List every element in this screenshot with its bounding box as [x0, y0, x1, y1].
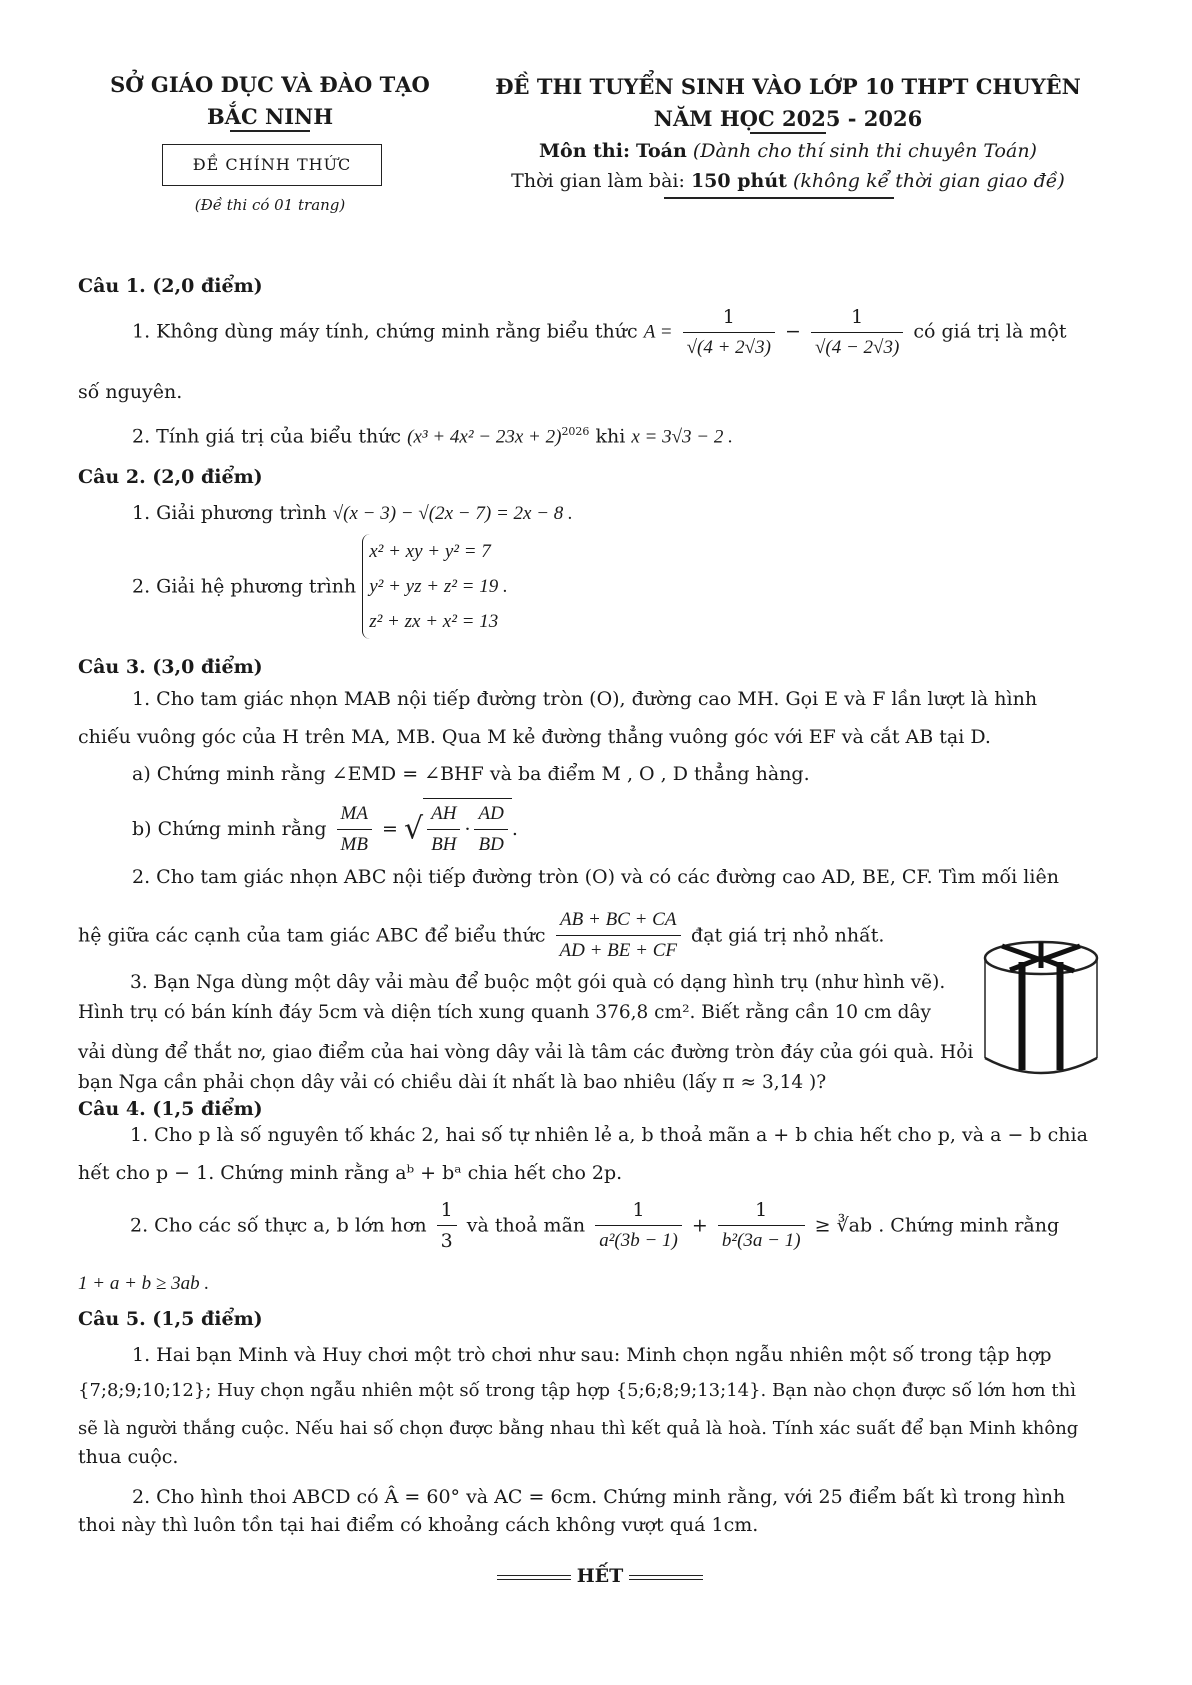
q3-p2-text: hệ giữa các cạnh của tam giác ABC để biểu thức — [78, 924, 546, 947]
page-count-note: (Đề thi có 01 trang) — [194, 196, 346, 214]
gift-cylinder-figure — [982, 938, 1100, 1078]
q5-p2-line1: 2. Cho hình thoi ABCD có Â = 60° và AC = 6cm. Chứng minh rằng, với 25 điểm bất kì trong hình — [132, 1486, 1066, 1508]
ratio-ah-bh — [427, 799, 460, 860]
q2-part2 — [132, 534, 508, 639]
sqrt-icon: √ — [403, 811, 424, 847]
perimeter-ratio — [556, 905, 681, 966]
q1-p2-exponent: 2026 — [561, 425, 590, 438]
q2-p1-text: 1. Giải phương trình — [132, 502, 327, 524]
q1-p2-when: khi — [595, 425, 626, 448]
subject-name: Toán — [636, 140, 687, 162]
q1-p2-expr: (x³ + 4x² − 23x + 2) — [407, 426, 562, 448]
year-underline — [750, 132, 826, 134]
denominator: √(4 + 2√3) — [686, 337, 771, 358]
end-text: HẾT — [576, 1565, 624, 1587]
exam-title: ĐỀ THI TUYỂN SINH VÀO LỚP 10 THPT CHUYÊN — [495, 74, 1081, 99]
one-third — [437, 1195, 457, 1256]
q1-p1-post: có giá trị là một — [913, 320, 1067, 343]
q3-p1b-text: b) Chứng minh rằng — [132, 818, 327, 840]
denominator: BD — [478, 834, 504, 855]
equation-system — [362, 534, 508, 639]
q5-p1-line2: {7;8;9;10;12}; Huy chọn ngẫu nhiên một số trong tập hợp {5;6;8;9;13;14}. Bạn nào chọn được số lớn hơn thì — [78, 1380, 1076, 1401]
time-underline — [664, 197, 894, 199]
q3-p3-line2: Hình trụ có bán kính đáy 5cm và diện tích xung quanh 376,8 cm². Biết rằng cần 10 cm dây — [78, 1002, 931, 1023]
q5-p2-line2: thoi này thì luôn tồn tại hai điểm có khoảng cách không vượt quá 1cm. — [78, 1514, 759, 1536]
ratio-ad-bd — [474, 799, 507, 860]
radicand — [423, 798, 512, 860]
inequality-fraction-1 — [595, 1195, 682, 1256]
q1-p2-condition: x = 3√3 − 2 . — [631, 426, 733, 448]
numerator: 1 — [595, 1195, 682, 1226]
time-value: 150 phút — [690, 170, 787, 192]
minus-sign: − — [785, 320, 801, 343]
numerator: AB + BC + CA — [556, 905, 681, 936]
system-eq-1: x² + xy + y² = 7 — [369, 541, 491, 562]
q3-p3-line4: bạn Nga cần phải chọn dây vải có chiều dài ít nhất là bao nhiêu (lấy π ≈ 3,14 )? — [78, 1072, 827, 1093]
time-label: Thời gian làm bài: — [511, 170, 685, 192]
q4-p1-line2: hết cho p − 1. Chứng minh rằng aᵇ + bᵃ chia hết cho 2p. — [78, 1162, 623, 1184]
q4-p1-line1: 1. Cho p là số nguyên tố khác 2, hai số tự nhiên lẻ a, b thoả mãn a + b chia hết cho p, và a − b chia — [130, 1124, 1088, 1146]
subject-line — [478, 140, 1098, 162]
numerator: 1 — [811, 302, 903, 333]
numerator: 1 — [718, 1195, 805, 1226]
q1-p2-text: 2. Tính giá trị của biểu thức — [132, 425, 402, 448]
q5-p1-line1: 1. Hai bạn Minh và Huy chơi một trò chơi như sau: Minh chọn ngẫu nhiên một số trong tập hợp — [132, 1344, 1052, 1366]
q5-p1-line3: sẽ là người thắng cuộc. Nếu hai số chọn được bằng nhau thì kết quả là hoà. Tính xác suất để bạn Minh không — [78, 1418, 1079, 1439]
system-eq-3: z² + zx + x² = 13 — [369, 611, 499, 632]
ratio-ma-mb — [337, 799, 372, 860]
numerator: 1 — [683, 302, 775, 333]
subject-note: (Dành cho thí sinh thi chuyên Toán) — [692, 140, 1037, 162]
subject-label: Môn thi: — [539, 140, 630, 162]
q1-fraction-2 — [811, 302, 903, 363]
q1-part1 — [132, 302, 1066, 363]
q3-p1-line2: chiếu vuông góc của H trên MA, MB. Qua M kẻ đường thẳng vuông góc với EF và cắt AB tại D. — [78, 726, 991, 748]
time-note: (không kể thời gian giao đề) — [792, 170, 1065, 192]
time-line — [478, 170, 1098, 192]
q3-p2-line1: 2. Cho tam giác nhọn ABC nội tiếp đường tròn (O) và có các đường cao AD, BE, CF. Tìm mối liên — [132, 866, 1059, 888]
q4-p2-text: 2. Cho các số thực a, b lớn hơn — [130, 1214, 427, 1237]
denominator: b²(3a − 1) — [721, 1230, 801, 1251]
q1-expr-a: A = — [643, 321, 673, 343]
denominator: AD + BE + CF — [559, 940, 677, 961]
dot-operator: · — [464, 818, 471, 841]
q3-p1a: a) Chứng minh rằng ∠EMD = ∠BHF và ba điểm M , O , D thẳng hàng. — [132, 763, 810, 785]
q3-p3-line3: vải dùng để thắt nơ, giao điểm của hai vòng dây vải là tâm các đường tròn đáy của gói quà. Hỏi — [78, 1042, 974, 1063]
province-underline — [230, 130, 310, 132]
q5-p1-line4: thua cuộc. — [78, 1446, 179, 1468]
q3-heading: Câu 3. (3,0 điểm) — [78, 656, 263, 678]
system-eq-2: y² + yz + z² = 19 . — [369, 576, 508, 597]
q3-p2-line2 — [78, 905, 884, 966]
q5-heading: Câu 5. (1,5 điểm) — [78, 1308, 263, 1330]
equals-sign: = — [382, 818, 398, 840]
q4-p2-mid: và thoả mãn — [466, 1214, 586, 1237]
denominator: √(4 − 2√3) — [814, 337, 900, 358]
q1-p1-continuation: số nguyên. — [78, 381, 183, 403]
province-name: BẮC NINH — [206, 104, 334, 129]
q3-p3-line1: 3. Bạn Nga dùng một dây vải màu để buộc một gói quà có dạng hình trụ (như hình vẽ). — [130, 972, 946, 993]
q4-part2 — [130, 1195, 1059, 1256]
q3-p1-line1: 1. Cho tam giác nhọn MAB nội tiếp đường tròn (O), đường cao MH. Gọi E và F lần lượt là hình — [132, 688, 1038, 710]
end-rule-left — [497, 1575, 571, 1580]
q3-p1b — [132, 798, 518, 860]
q1-fraction-1 — [683, 302, 775, 363]
q4-heading: Câu 4. (1,5 điểm) — [78, 1098, 263, 1120]
q4-p2-continuation: 1 + a + b ≥ 3ab . — [78, 1273, 210, 1294]
numerator: AD — [474, 799, 507, 830]
numerator: 1 — [437, 1195, 457, 1226]
q1-heading: Câu 1. (2,0 điểm) — [78, 275, 263, 297]
department-name: SỞ GIÁO DỤC VÀ ĐÀO TẠO — [110, 72, 430, 97]
period: . — [511, 818, 518, 840]
denominator: MB — [340, 833, 368, 855]
inequality-fraction-2 — [718, 1195, 805, 1256]
numerator: AH — [427, 799, 460, 830]
end-marker — [480, 1565, 720, 1587]
q1-part2 — [132, 425, 733, 448]
q1-p1-text: 1. Không dùng máy tính, chứng minh rằng biểu thức — [132, 320, 638, 343]
denominator: 3 — [440, 1230, 453, 1252]
denominator: a²(3b − 1) — [599, 1230, 678, 1251]
plus-sign: + — [691, 1214, 708, 1237]
end-rule-right — [629, 1575, 703, 1580]
official-label: ĐỀ CHÍNH THỨC — [192, 155, 352, 174]
q3-p2-post: đạt giá trị nhỏ nhất. — [691, 924, 885, 947]
q2-p2-text: 2. Giải hệ phương trình — [132, 575, 357, 598]
q2-part1 — [132, 502, 573, 525]
denominator: BH — [431, 834, 457, 855]
school-year: NĂM HỌC 2025 - 2026 — [653, 106, 923, 131]
q2-heading: Câu 2. (2,0 điểm) — [78, 466, 263, 488]
q2-p1-equation: √(x − 3) − √(2x − 7) = 2x − 8 . — [332, 503, 573, 524]
q4-p2-ge: ≥ ∛ab . Chứng minh rằng — [814, 1214, 1060, 1237]
numerator: MA — [337, 799, 372, 830]
